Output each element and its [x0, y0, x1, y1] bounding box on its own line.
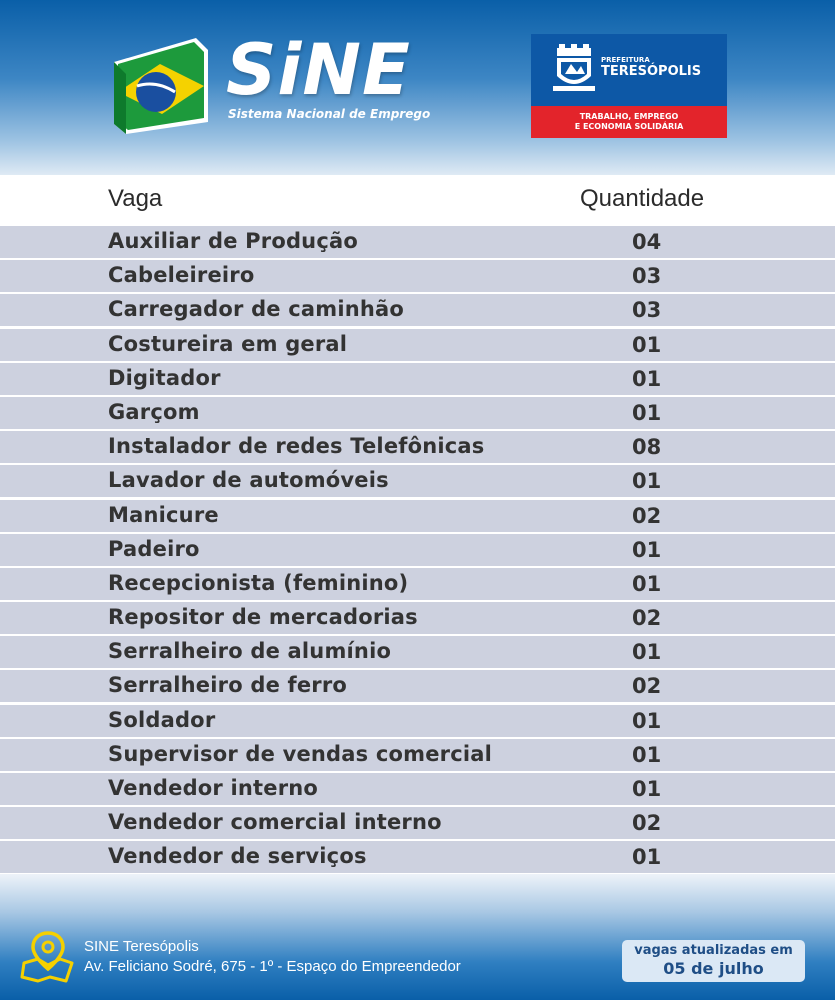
job-title: Digitador [108, 365, 221, 390]
job-quantity: 03 [632, 298, 662, 323]
job-quantity: 01 [632, 537, 662, 562]
table-header [0, 175, 835, 224]
job-title: Costureira em geral [108, 331, 348, 356]
job-title: Supervisor de vendas comercial [108, 741, 493, 766]
table-row [0, 568, 835, 600]
job-quantity: 01 [632, 742, 662, 767]
updated-badge [622, 940, 805, 982]
job-quantity: 08 [632, 435, 662, 460]
job-title: Soldador [108, 707, 216, 732]
header [0, 0, 835, 175]
job-title: Manicure [108, 502, 219, 527]
table-row [0, 705, 835, 737]
job-quantity: 03 [632, 264, 662, 289]
prefeitura-label: PREFEITURA [601, 56, 650, 64]
job-title: Vendedor de serviços [108, 844, 367, 869]
secretaria-banner [531, 106, 727, 138]
table-row [0, 602, 835, 634]
footer [0, 874, 835, 1000]
table-row [0, 431, 835, 463]
job-quantity: 01 [632, 845, 662, 870]
table-row [0, 773, 835, 805]
table-row [0, 465, 835, 497]
job-title: Recepcionista (feminino) [108, 570, 409, 595]
job-title: Serralheiro de alumínio [108, 639, 392, 664]
table-row [0, 260, 835, 292]
table-row [0, 807, 835, 839]
job-title: Lavador de automóveis [108, 468, 389, 493]
job-quantity: 02 [632, 674, 662, 699]
table-row [0, 739, 835, 771]
job-title: Instalador de redes Telefônicas [108, 434, 485, 459]
job-quantity: 01 [632, 400, 662, 425]
job-title: Cabeleireiro [108, 263, 255, 288]
job-quantity: 02 [632, 606, 662, 631]
secretaria-line2: E ECONOMIA SOLIDÁRIA [574, 122, 684, 131]
map-pin-icon [20, 929, 76, 983]
job-quantity: 01 [632, 366, 662, 391]
city-crest-icon [551, 44, 597, 94]
job-quantity: 01 [632, 469, 662, 494]
prefeitura-logo [531, 34, 727, 138]
job-title: Vendedor interno [108, 776, 319, 800]
secretaria-line1: TRABALHO, EMPREGO [579, 112, 679, 121]
job-quantity: 01 [632, 777, 662, 801]
location-name: SINE Teresópolis [84, 938, 199, 955]
table-row [0, 841, 835, 873]
table-row [0, 226, 835, 258]
job-title: Auxiliar de Produção [108, 229, 358, 253]
job-quantity: 01 [632, 708, 662, 733]
column-header-vaga: Vaga [108, 185, 163, 212]
job-quantity: 01 [632, 640, 662, 665]
sine-flag-logo-icon [104, 34, 214, 138]
table-row [0, 500, 835, 532]
job-title: Garçom [108, 399, 200, 424]
job-title: Padeiro [108, 536, 200, 561]
table-row [0, 534, 835, 566]
job-quantity: 02 [632, 811, 662, 836]
prefeitura-city: TERESÓPOLIS [601, 64, 702, 79]
address: Av. Feliciano Sodré, 675 - 1º - Espaço do Empreendedor [84, 958, 461, 975]
table-row [0, 363, 835, 395]
table-row [0, 397, 835, 429]
table-row [0, 329, 835, 361]
job-title: Carregador de caminhão [108, 297, 405, 322]
job-quantity: 04 [632, 230, 662, 254]
updated-date: 05 de julho [663, 959, 764, 978]
job-table [0, 226, 835, 876]
job-title: Serralheiro de ferro [108, 673, 348, 698]
job-title: Repositor de mercadorias [108, 605, 418, 630]
sine-logo-subtitle: Sistema Nacional de Emprego [228, 107, 431, 121]
table-row [0, 294, 835, 326]
job-title: Vendedor comercial interno [108, 810, 442, 835]
table-row [0, 636, 835, 668]
job-quantity: 02 [632, 503, 662, 528]
job-quantity: 01 [632, 332, 662, 357]
table-row [0, 670, 835, 702]
sine-logo-text: SiNE [226, 29, 411, 111]
column-header-quantidade: Quantidade [580, 185, 705, 212]
updated-label: vagas atualizadas em [634, 943, 793, 958]
job-quantity: 01 [632, 571, 662, 596]
